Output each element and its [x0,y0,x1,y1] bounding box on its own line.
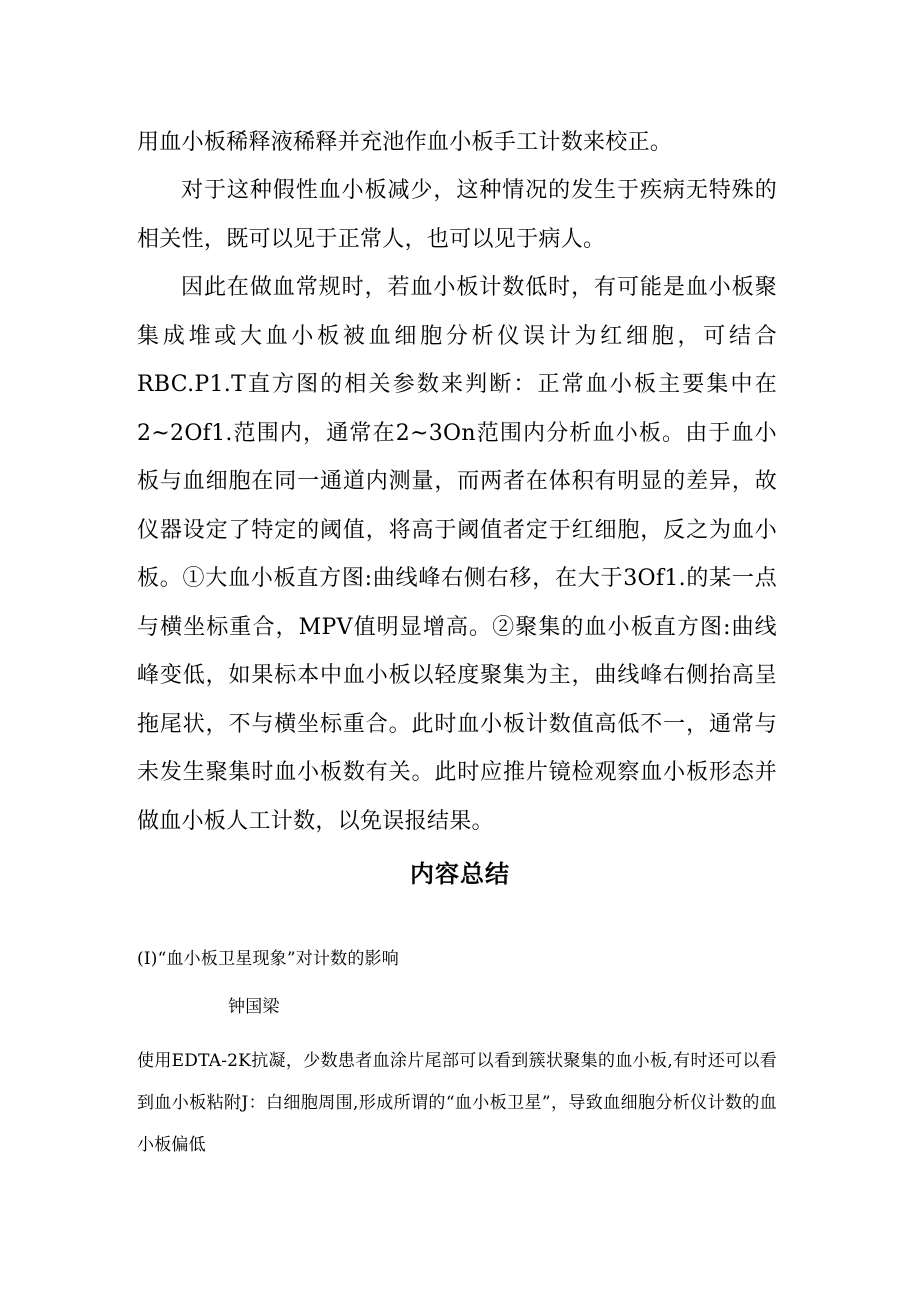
paragraph-1: 用血小板稀释液稀释并充池作血小板手工计数来校正。 [137,130,673,155]
summary-title: 内容总结 [410,859,510,888]
paragraph-3: 因此在做血常规时，若血小板计数低时，有可能是血小板聚集成堆或大血小板被血细胞分析仪误计为红细胞，可结合RBC.P1.T直方图的相关参数来判断：正常血小板主要集中在2~2Of1.范围内，通常在2~3On范围内分析血小板。由于血小板与血细胞在同一通道内测量，而两者在体积有明显的差异，故仪器设定了特定的阈值，将高于阈值者定于红细胞，反之为血小板。①大血小板直方图:曲线峰右侧右移，在大于3Of1.的某一点与横坐标重合，MPV值明显增高。②聚集的血小板直方图:曲线峰变低，如果标本中血小板以轻度聚集为主，曲线峰右侧抬高呈拖尾状，不与横坐标重合。此时血小板计数值高低不一，通常与未发生聚集时血小板数有关。此时应推片镜检观察血小板形态并做血小板人工计数，以免误报结果。 [137,275,777,834]
summary-body: 使用EDTA-2K抗凝，少数患者血涂片尾部可以看到簇状聚集的血小板,有时还可以看到血小板粘附J：白细胞周围,形成所谓的“血小板卫星”，导致血细胞分析仪计数的血小板偏低 [137,1051,777,1155]
paragraph-2: 对于这种假性血小板减少，这种情况的发生于疾病无特殊的相关性，既可以见于正常人，也可以见于病人。 [137,178,777,252]
summary-author: 钟国梁 [228,997,280,1017]
summary-heading: (I)“血小板卫星现象”对计数的影响 [137,949,399,969]
